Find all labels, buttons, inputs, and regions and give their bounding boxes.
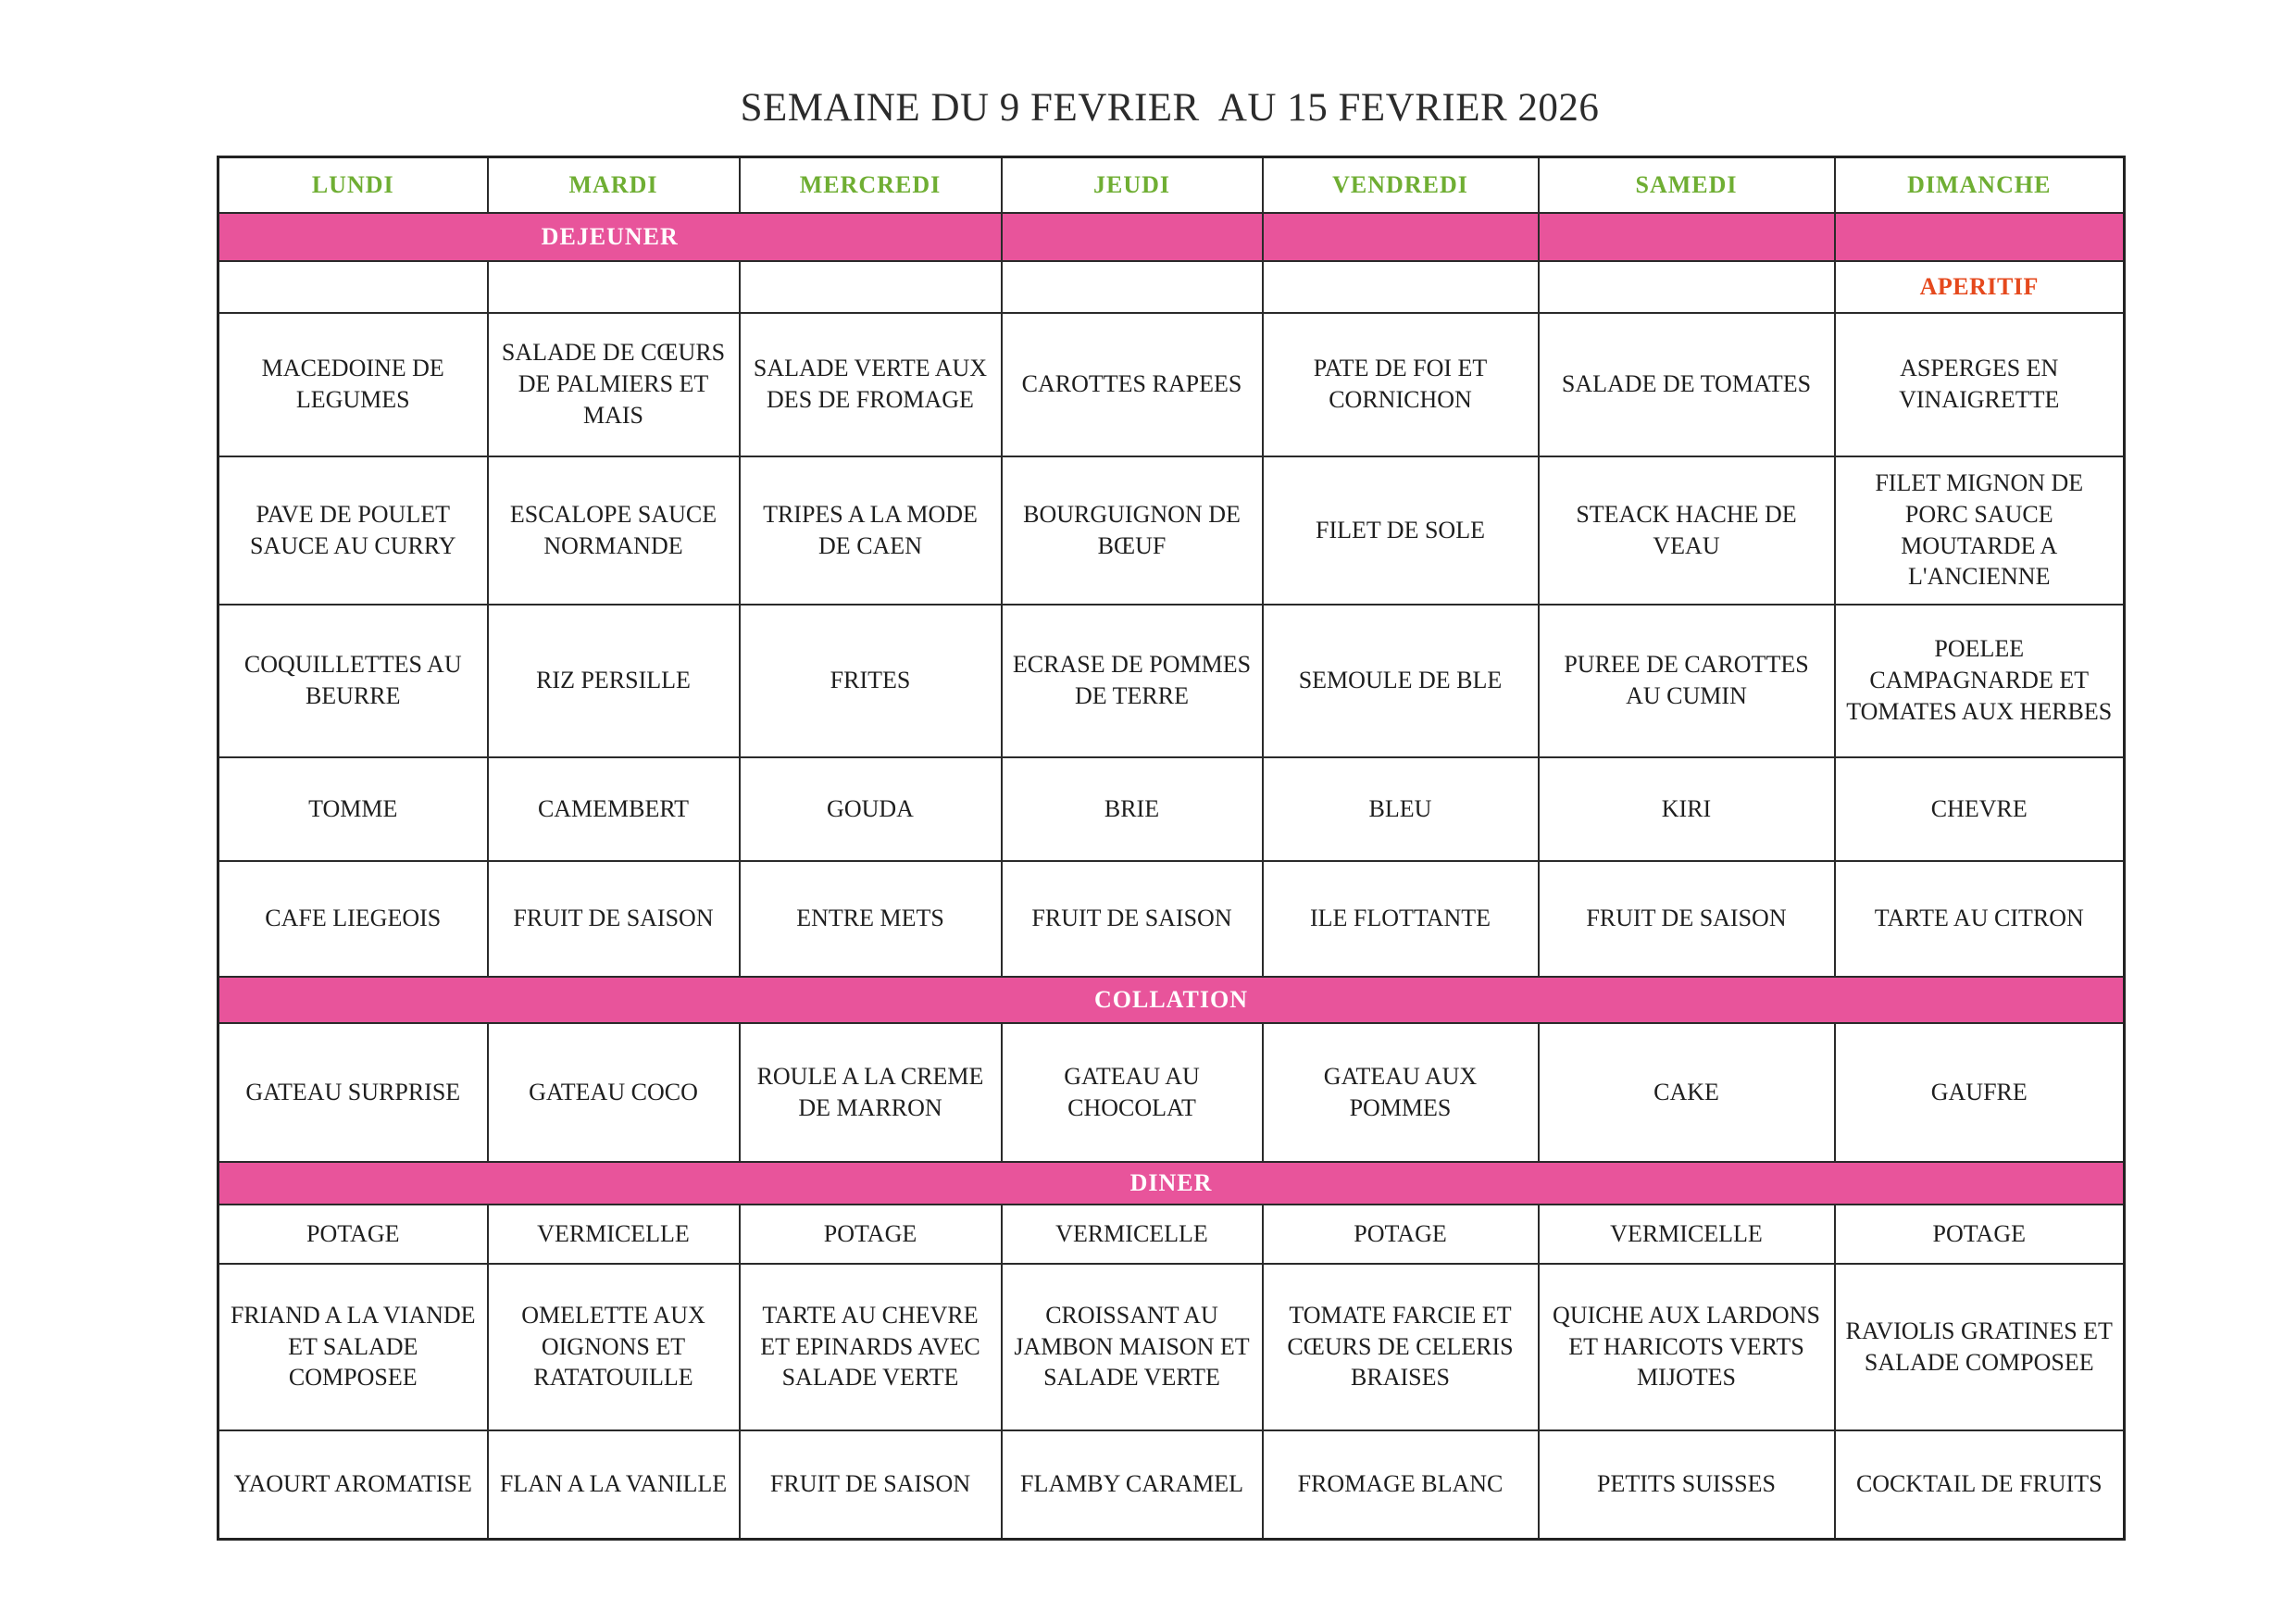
lunch-side-cell: FRITES (740, 605, 1002, 757)
dinner-main-cell: RAVIOLIS GRATINES ET SALADE COMPOSEE (1835, 1264, 2125, 1430)
dejeuner-band-fill (1263, 213, 1539, 261)
day-header-row (218, 157, 2125, 213)
collation-cell: GATEAU SURPRISE (218, 1023, 488, 1162)
day-header-jeudi: JEUDI (1002, 157, 1263, 213)
lunch-main-cell: STEACK HACHE DE VEAU (1539, 456, 1835, 605)
dinner-dessert-cell: COCKTAIL DE FRUITS (1835, 1430, 2125, 1540)
lunch-cheese-cell: CHEVRE (1835, 757, 2125, 861)
dinner-main-cell: CROISSANT AU JAMBON MAISON ET SALADE VERTE (1002, 1264, 1263, 1430)
collation-cell: GAUFRE (1835, 1023, 2125, 1162)
weekly-menu-table (217, 156, 2126, 1541)
lunch-dessert-cell: ILE FLOTTANTE (1263, 861, 1539, 977)
empty-cell (218, 261, 488, 313)
empty-cell (488, 261, 740, 313)
lunch-dessert-cell: CAFE LIEGEOIS (218, 861, 488, 977)
lunch-starter-cell: SALADE DE CŒURS DE PALMIERS ET MAIS (488, 313, 740, 456)
lunch-cheese-cell: CAMEMBERT (488, 757, 740, 861)
aperitif-label: APERITIF (1835, 261, 2125, 313)
page-title: SEMAINE DU 9 FEVRIER AU 15 FEVRIER 2026 (740, 86, 1600, 130)
dejeuner-band-label: DEJEUNER (218, 213, 1002, 261)
dejeuner-band-fill (1539, 213, 1835, 261)
day-header-lundi: LUNDI (218, 157, 488, 213)
collation-band-label: COLLATION (218, 977, 2125, 1023)
collation-cell: GATEAU COCO (488, 1023, 740, 1162)
dinner-main-cell: TOMATE FARCIE ET CŒURS DE CELERIS BRAISES (1263, 1264, 1539, 1430)
empty-cell (1263, 261, 1539, 313)
lunch-cheese-cell: BLEU (1263, 757, 1539, 861)
day-header-mardi: MARDI (488, 157, 740, 213)
aperitif-row (218, 261, 2125, 313)
lunch-main-cell: BOURGUIGNON DE BŒUF (1002, 456, 1263, 605)
dejeuner-band-fill (1835, 213, 2125, 261)
dinner-main-cell: TARTE AU CHEVRE ET EPINARDS AVEC SALADE VERTE (740, 1264, 1002, 1430)
lunch-side-cell: PUREE DE CAROTTES AU CUMIN (1539, 605, 1835, 757)
lunch-starters-row (218, 313, 2125, 456)
day-header-samedi: SAMEDI (1539, 157, 1835, 213)
diner-band-label: DINER (218, 1162, 2125, 1205)
collation-row (218, 1023, 2125, 1162)
dinner-soup-cell: VERMICELLE (488, 1205, 740, 1264)
lunch-side-cell: POELEE CAMPAGNARDE ET TOMATES AUX HERBES (1835, 605, 2125, 757)
dinner-desserts-row (218, 1430, 2125, 1540)
lunch-dessert-cell: FRUIT DE SAISON (488, 861, 740, 977)
dinner-dessert-cell: FROMAGE BLANC (1263, 1430, 1539, 1540)
collation-cell: GATEAU AU CHOCOLAT (1002, 1023, 1263, 1162)
day-header-dimanche: DIMANCHE (1835, 157, 2125, 213)
lunch-mains-row (218, 456, 2125, 605)
lunch-desserts-row (218, 861, 2125, 977)
dinner-dessert-cell: FLAN A LA VANILLE (488, 1430, 740, 1540)
lunch-starter-cell: SALADE DE TOMATES (1539, 313, 1835, 456)
lunch-main-cell: FILET MIGNON DE PORC SAUCE MOUTARDE A L'ANCIENNE (1835, 456, 2125, 605)
diner-band-row (218, 1162, 2125, 1205)
dinner-soup-cell: POTAGE (218, 1205, 488, 1264)
dinner-mains-row (218, 1264, 2125, 1430)
dinner-soup-cell: VERMICELLE (1539, 1205, 1835, 1264)
empty-cell (1002, 261, 1263, 313)
dinner-dessert-cell: FLAMBY CARAMEL (1002, 1430, 1263, 1540)
empty-cell (740, 261, 1002, 313)
lunch-side-cell: COQUILLETTES AU BEURRE (218, 605, 488, 757)
lunch-side-cell: RIZ PERSILLE (488, 605, 740, 757)
dinner-dessert-cell: YAOURT AROMATISE (218, 1430, 488, 1540)
collation-band-row (218, 977, 2125, 1023)
lunch-starter-cell: MACEDOINE DE LEGUMES (218, 313, 488, 456)
lunch-starter-cell: CAROTTES RAPEES (1002, 313, 1263, 456)
dejeuner-band-fill (1002, 213, 1263, 261)
day-header-mercredi: MERCREDI (740, 157, 1002, 213)
dinner-soup-cell: POTAGE (1835, 1205, 2125, 1264)
collation-cell: GATEAU AUX POMMES (1263, 1023, 1539, 1162)
dinner-dessert-cell: PETITS SUISSES (1539, 1430, 1835, 1540)
day-header-vendredi: VENDREDI (1263, 157, 1539, 213)
dinner-main-cell: QUICHE AUX LARDONS ET HARICOTS VERTS MIJOTES (1539, 1264, 1835, 1430)
dinner-soup-row (218, 1205, 2125, 1264)
lunch-main-cell: PAVE DE POULET SAUCE AU CURRY (218, 456, 488, 605)
lunch-dessert-cell: FRUIT DE SAISON (1002, 861, 1263, 977)
collation-cell: CAKE (1539, 1023, 1835, 1162)
lunch-cheese-cell: TOMME (218, 757, 488, 861)
lunch-cheese-row (218, 757, 2125, 861)
dinner-dessert-cell: FRUIT DE SAISON (740, 1430, 1002, 1540)
lunch-dessert-cell: TARTE AU CITRON (1835, 861, 2125, 977)
dejeuner-band-row (218, 213, 2125, 261)
lunch-starter-cell: SALADE VERTE AUX DES DE FROMAGE (740, 313, 1002, 456)
empty-cell (1539, 261, 1835, 313)
lunch-side-cell: SEMOULE DE BLE (1263, 605, 1539, 757)
dinner-soup-cell: POTAGE (740, 1205, 1002, 1264)
lunch-side-cell: ECRASE DE POMMES DE TERRE (1002, 605, 1263, 757)
dinner-main-cell: FRIAND A LA VIANDE ET SALADE COMPOSEE (218, 1264, 488, 1430)
dinner-soup-cell: POTAGE (1263, 1205, 1539, 1264)
lunch-cheese-cell: KIRI (1539, 757, 1835, 861)
lunch-cheese-cell: GOUDA (740, 757, 1002, 861)
lunch-starter-cell: ASPERGES EN VINAIGRETTE (1835, 313, 2125, 456)
lunch-sides-row (218, 605, 2125, 757)
lunch-dessert-cell: ENTRE METS (740, 861, 1002, 977)
lunch-main-cell: FILET DE SOLE (1263, 456, 1539, 605)
lunch-dessert-cell: FRUIT DE SAISON (1539, 861, 1835, 977)
lunch-main-cell: TRIPES A LA MODE DE CAEN (740, 456, 1002, 605)
lunch-cheese-cell: BRIE (1002, 757, 1263, 861)
dinner-main-cell: OMELETTE AUX OIGNONS ET RATATOUILLE (488, 1264, 740, 1430)
lunch-starter-cell: PATE DE FOI ET CORNICHON (1263, 313, 1539, 456)
collation-cell: ROULE A LA CREME DE MARRON (740, 1023, 1002, 1162)
dinner-soup-cell: VERMICELLE (1002, 1205, 1263, 1264)
lunch-main-cell: ESCALOPE SAUCE NORMANDE (488, 456, 740, 605)
